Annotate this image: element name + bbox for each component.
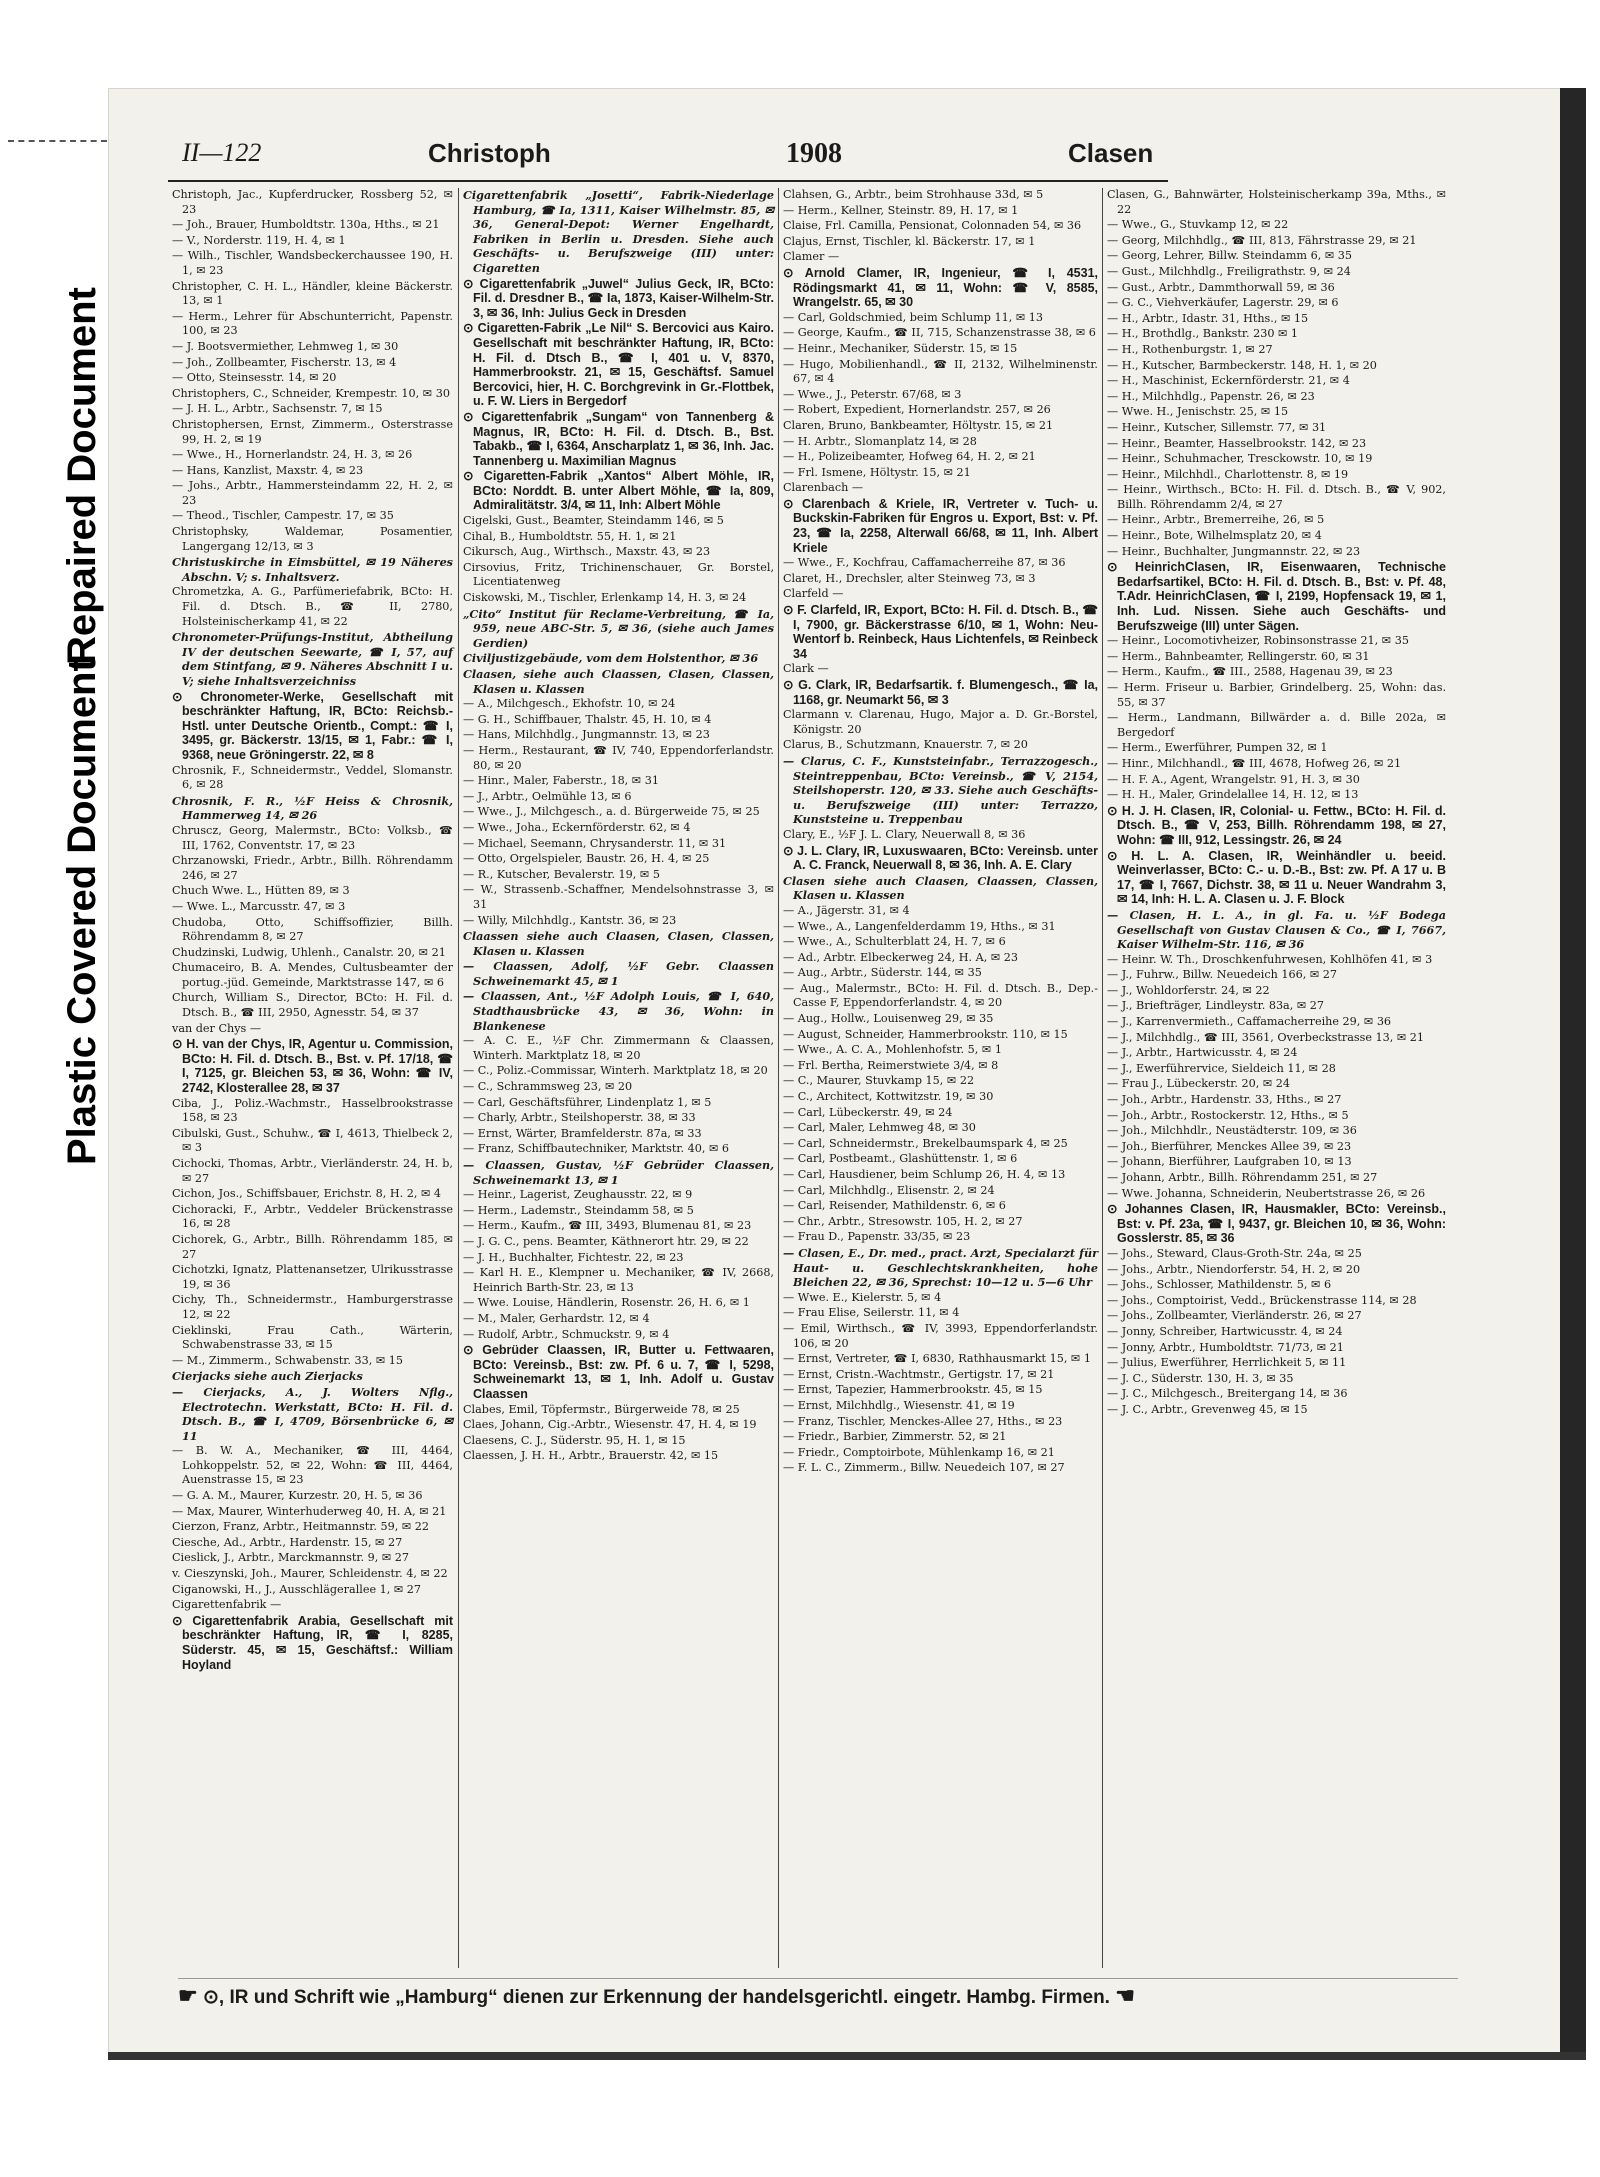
directory-entry: — Ernst, Wärter, Bramfelderstr. 87a, ✉ 33 bbox=[463, 1126, 702, 1140]
directory-entry: — H. F. A., Agent, Wrangelstr. 91, H. 3, ✉ 30 bbox=[1107, 772, 1360, 786]
directory-entry: Christophsky, Waldemar, Posamentier, Langergang 12/13, ✉ 3 bbox=[172, 525, 453, 553]
directory-entry: — Herm., Bahnbeamter, Rellingerstr. 60, ✉ 31 bbox=[1107, 649, 1370, 663]
directory-entry: — Clasen, E., Dr. med., pract. Arzt, Specialarzt für Haut- u. Geschlechtskrankheiten, hohe Bleichen 22, ✉ 36, Sprechst: 10—12 u. 5—6 Uhr bbox=[783, 1245, 1098, 1290]
directory-entry: v. Cieszynski, Joh., Maurer, Schleidenstr. 4, ✉ 22 bbox=[172, 1567, 448, 1581]
directory-entry: — Wwe., A. C. A., Mohlenhofstr. 5, ✉ 1 bbox=[783, 1043, 1002, 1057]
directory-entry: — Ernst, Milchhdlg., Wiesenstr. 41, ✉ 19 bbox=[783, 1398, 1015, 1412]
footer-note: ⊙, IR und Schrift wie „Hamburg“ dienen zur Erkennung der handelsgerichtl. eingetr. Hambg. Firmen. bbox=[203, 1987, 1110, 2008]
directory-entry: — Wwe., H., Hornerlandstr. 24, H. 3, ✉ 26 bbox=[172, 448, 413, 462]
directory-entry: — Wwe., Joha., Eckernförderstr. 62, ✉ 4 bbox=[463, 820, 691, 834]
directory-entry: Claise, Frl. Camilla, Pensionat, Colonnaden 54, ✉ 36 bbox=[783, 219, 1082, 233]
directory-entry: — J. G. C., pens. Beamter, Käthnerort htr. 29, ✉ 22 bbox=[463, 1234, 749, 1248]
directory-entry: Ciba, J., Poliz.-Wachmstr., Hasselbrookstrasse 158, ✉ 23 bbox=[172, 1096, 453, 1125]
directory-entry: — Herm., Landmann, Billwärder a. d. Bille 202a, ✉ Bergedorf bbox=[1107, 711, 1446, 739]
scan-edge-bottom bbox=[108, 2052, 1586, 2060]
directory-entry: — Theod., Tischler, Campestr. 17, ✉ 35 bbox=[172, 509, 394, 523]
directory-entry: — Hinr., Milchhandl., ☎ III, 4678, Hofweg 26, ✉ 21 bbox=[1107, 756, 1402, 770]
directory-entry: Clasen, G., Bahnwärter, Holsteinischerkamp 39a, Mths., ✉ 22 bbox=[1107, 188, 1446, 216]
directory-entry: — J., Fuhrw., Billw. Neuedeich 166, ✉ 27 bbox=[1107, 968, 1338, 982]
directory-entry: — Heinr., Bote, Wilhelmsplatz 20, ✉ 4 bbox=[1107, 529, 1322, 543]
directory-entry: — Aug., Hollw., Louisenweg 29, ✉ 35 bbox=[783, 1012, 994, 1026]
directory-entry: — Michael, Seemann, Chrysanderstr. 11, ✉ 31 bbox=[463, 836, 727, 850]
pointing-hand-right-icon: ☚ bbox=[1115, 1983, 1135, 2008]
directory-entry: — C., Architect, Kottwitzstr. 19, ✉ 30 bbox=[783, 1090, 994, 1104]
directory-entry: — Jonny, Schreiber, Hartwicusstr. 4, ✉ 24 bbox=[1107, 1324, 1343, 1338]
directory-entry: — Herm., Kaufm., ☎ III., 2588, Hagenau 39, ✉ 23 bbox=[1107, 665, 1393, 679]
directory-entry: — Franz, Tischler, Menckes-Allee 27, Hths., ✉ 23 bbox=[783, 1414, 1063, 1428]
directory-entry: — Wilh., Tischler, Wandsbeckerchaussee 190, H. 1, ✉ 23 bbox=[172, 249, 453, 277]
directory-entry: ⊙ Cigarettenfabrik Arabia, Gesellschaft mit beschränkter Haftung, IR, ☎ I, 8285, Süderstr. 45, ✉ 15, Geschäftsf.: William Hoyland bbox=[172, 1613, 453, 1672]
directory-entry: „Cito“ Institut für Reclame-Verbreitung, ☎ Ia, 959, neue ABC-Str. 5, ✉ 36, (siehe auch James Gerdien) bbox=[463, 606, 774, 650]
directory-entry: — Johs., Comptoirist, Vedd., Brückenstrasse 114, ✉ 28 bbox=[1107, 1293, 1417, 1307]
directory-page bbox=[168, 128, 1558, 2028]
directory-entry: — Carl, Lübeckerstr. 49, ✉ 24 bbox=[783, 1105, 953, 1119]
directory-entry: — Herm., Restaurant, ☎ IV, 740, Eppendorferlandstr. 80, ✉ 20 bbox=[463, 743, 774, 772]
directory-entry: — Robert, Expedient, Hornerlandstr. 257, ✉ 26 bbox=[783, 403, 1051, 417]
directory-entry: — H., Kutscher, Barmbeckerstr. 148, H. 1, ✉ 20 bbox=[1107, 358, 1377, 372]
directory-entry: — Georg, Milchhdlg., ☎ III, 813, Fährstrasse 29, ✉ 21 bbox=[1107, 233, 1417, 247]
directory-entry: Cichon, Jos., Schiffsbauer, Erichstr. 8, H. 2, ✉ 4 bbox=[172, 1187, 441, 1201]
page-header bbox=[168, 128, 1168, 176]
directory-entry: — Frau D., Papenstr. 33/35, ✉ 23 bbox=[783, 1230, 971, 1244]
directory-entry: — H., Maschinist, Eckernförderstr. 21, ✉ 4 bbox=[1107, 374, 1350, 388]
directory-entry: Cihal, B., Humboldtstr. 55, H. 1, ✉ 21 bbox=[463, 529, 677, 543]
directory-entry: — Frl. Ismene, Höltystr. 15, ✉ 21 bbox=[783, 465, 971, 479]
directory-entry: — Friedr., Comptoirbote, Mühlenkamp 16, ✉ 21 bbox=[783, 1445, 1055, 1459]
directory-entry: — Heinr., Locomotivheizer, Robinsonstrasse 21, ✉ 35 bbox=[1107, 634, 1409, 648]
directory-entry: — Jonny, Arbtr., Humboldtstr. 71/73, ✉ 21 bbox=[1107, 1340, 1344, 1354]
directory-entry: — Johann, Bierführer, Laufgraben 10, ✉ 13 bbox=[1107, 1155, 1352, 1169]
directory-entry: — Carl, Hausdiener, beim Schlump 26, H. 4, ✉ 13 bbox=[783, 1168, 1066, 1181]
directory-entry: — J., Ewerführervice, Sieldeich 11, ✉ 28 bbox=[1107, 1061, 1336, 1075]
directory-entry: Chudoba, Otto, Schiffsoffizier, Billh. Röhrendamm 8, ✉ 27 bbox=[172, 915, 453, 944]
directory-entry: Ciganowski, H., J., Ausschlägerallee 1, ✉ 27 bbox=[172, 1582, 422, 1596]
directory-entry: — Rudolf, Arbtr., Schmuckstr. 9, ✉ 4 bbox=[463, 1327, 670, 1341]
directory-entry: — Frau Elise, Seilerstr. 11, ✉ 4 bbox=[783, 1306, 960, 1320]
directory-entry: — Ernst, Tapezier, Hammerbrookstr. 45, ✉ 15 bbox=[783, 1383, 1043, 1397]
directory-entry: — Karl H. E., Klempner u. Mechaniker, ☎ IV, 2668, Heinrich Barth-Str. 23, ✉ 13 bbox=[463, 1266, 774, 1294]
directory-entry: — Claassen, Adolf, ½F Gebr. Claassen Schweinemarkt 45, ✉ 1 bbox=[463, 959, 774, 988]
directory-entry: — H., Milchhdlg., Papenstr. 26, ✉ 23 bbox=[1107, 389, 1315, 403]
directory-entry: Clasen siehe auch Claasen, Claassen, Classen, Klasen u. Klassen bbox=[783, 873, 1098, 903]
directory-entry: Cigarettenfabrik „Josetti“, Fabrik-Niederlage Hamburg, ☎ Ia, 1311, Kaiser Wilhelmstr. 85, ✉ 36, General-Depot: Werner Engelhardt, Fabriken in Berlin u. Dresden. Siehe auch Geschäfts- u. Berufszweige (III) unter: Cigaretten bbox=[463, 188, 774, 275]
directory-entry: — J., Arbtr., Hartwicusstr. 4, ✉ 24 bbox=[1107, 1046, 1298, 1060]
directory-entry: Chrzanowski, Friedr., Arbtr., Billh. Röhrendamm 246, ✉ 27 bbox=[172, 854, 453, 882]
directory-entry: — Heinr., Wirthsch., BCto: H. Fil. d. Dtsch. B., ☎ V, 902, Billh. Röhrendamm 2/4, ✉ 27 bbox=[1107, 483, 1446, 511]
directory-entry: — Julius, Ewerführer, Herrlichkeit 5, ✉ 11 bbox=[1107, 1356, 1347, 1370]
directory-entry: — Heinr., Mechaniker, Süderstr. 15, ✉ 15 bbox=[783, 341, 1018, 355]
directory-entry: — Aug., Arbtr., Süderstr. 144, ✉ 35 bbox=[783, 966, 982, 980]
directory-entry: — Ernst, Cristn.-Wachtmstr., Gertigstr. 17, ✉ 21 bbox=[783, 1367, 1055, 1381]
directory-entry: — Herm., Kellner, Steinstr. 89, H. 17, ✉ 1 bbox=[783, 203, 1019, 217]
directory-entry: — Carl, Postbeamt., Glashüttenstr. 1, ✉ 6 bbox=[783, 1152, 1018, 1166]
directory-entry: Chrosnik, F. R., ½F Heiss & Chrosnik, Hammerweg 14, ✉ 26 bbox=[172, 793, 453, 823]
directory-entry: — Franz, Schiffbautechniker, Marktstr. 40, ✉ 6 bbox=[463, 1142, 730, 1156]
directory-entry: — Gust., Arbtr., Dammthorwall 59, ✉ 36 bbox=[1107, 280, 1335, 294]
directory-entry: — Carl, Schneidermstr., Brekelbaumspark 4, ✉ 25 bbox=[783, 1136, 1068, 1150]
directory-entry: ⊙ F. Clarfeld, IR, Export, BCto: H. Fil. d. Dtsch. B., ☎ I, 7900, gr. Bäckerstrasse 6/10, ✉ 1, Wohn: Neu-Wentorf b. Reinbeck, Haus Lichtenfels, ✉ Reinbeck 34 bbox=[783, 603, 1098, 661]
header-first-entry: Christoph bbox=[428, 138, 551, 168]
directory-entry: — Hans, Kanzlist, Maxstr. 4, ✉ 23 bbox=[172, 463, 364, 477]
directory-entry: — Ad., Arbtr. Elbeckerweg 24, H. A, ✉ 23 bbox=[783, 950, 1018, 964]
directory-entry: — H. Arbtr., Slomanplatz 14, ✉ 28 bbox=[783, 434, 977, 448]
directory-entry: — Heinr., Kutscher, Sillemstr. 77, ✉ 31 bbox=[1107, 420, 1327, 434]
directory-entry: — Clasen, H. L. A., in gl. Fa. u. ½F Bodega Gesellschaft von Gustav Clausen & Co., ☎ I, 7667, Kaiser Wilhelm-Str. 116, ✉ 36 bbox=[1107, 907, 1446, 952]
repaired-document-label: Repaired Document bbox=[60, 287, 104, 665]
directory-entry: Claret, H., Drechsler, alter Steinweg 73, ✉ 3 bbox=[783, 571, 1036, 585]
directory-entry: Cigarettenfabrik — bbox=[172, 1598, 282, 1612]
directory-entry: — Heinr., Beamter, Hasselbrookstr. 142, ✉ 23 bbox=[1107, 436, 1367, 450]
directory-entry: ⊙ Clarenbach & Kriele, IR, Vertreter v. Tuch- u. Buckskin-Fabriken für Engros u. Export, Bst: v. Pf. 23, ☎ Ia, 2258, Alterwall 66/68, ✉ 11, Inh. Albert Kriele bbox=[783, 496, 1098, 555]
directory-entry: — Johs., Arbtr., Hammersteindamm 22, H. 2, ✉ 23 bbox=[172, 479, 453, 507]
directory-entry: Clarenbach — bbox=[783, 481, 864, 495]
directory-entry: — C., Maurer, Stuvkamp 15, ✉ 22 bbox=[783, 1074, 975, 1088]
directory-entry: Church, William S., Director, BCto: H. Fil. d. Dtsch. B., ☎ III, 2950, Agnesstr. 54, ✉ 37 bbox=[172, 991, 453, 1020]
scan-edge-right bbox=[1560, 88, 1586, 2060]
directory-entry: — Carl, Geschäftsführer, Lindenplatz 1, ✉ 5 bbox=[463, 1095, 712, 1109]
directory-entry: — A., Jägerstr. 31, ✉ 4 bbox=[783, 903, 910, 917]
plastic-covered-document-label: Plastic Covered Document bbox=[60, 658, 104, 1165]
directory-entry: — G. A. M., Maurer, Kurzestr. 20, H. 5, ✉ 36 bbox=[172, 1489, 423, 1503]
directory-entry: — Joh., Arbtr., Rostockerstr. 12, Hths., ✉ 5 bbox=[1107, 1108, 1349, 1122]
directory-entry: — Willy, Milchhdlg., Kantstr. 36, ✉ 23 bbox=[463, 913, 677, 927]
directory-entry: Chronometer-Prüfungs-Institut, Abtheilung IV der deutschen Seewarte, ☎ I, 57, auf dem Stintfang, ✉ 9. Näheres Abschnitt I u. V; siehe Inhaltsverzeichniss bbox=[172, 630, 453, 688]
directory-entry: — Otto, Steinsesstr. 14, ✉ 20 bbox=[172, 371, 337, 385]
directory-entry: Claessen, J. H. H., Arbtr., Brauerstr. 42, ✉ 15 bbox=[463, 1449, 719, 1463]
directory-entry: Claesens, C. J., Süderstr. 95, H. 1, ✉ 15 bbox=[463, 1433, 686, 1447]
directory-entry: Clajus, Ernst, Tischler, kl. Bäckerstr. 17, ✉ 1 bbox=[783, 234, 1036, 248]
directory-entry: — Wwe. E., Kielerstr. 5, ✉ 4 bbox=[783, 1290, 942, 1304]
directory-entry: — Heinr. W. Th., Droschkenfuhrwesen, Kohlhöfen 41, ✉ 3 bbox=[1107, 952, 1433, 966]
directory-entry: ⊙ Arnold Clamer, IR, Ingenieur, ☎ I, 4531, Rödingsmarkt 41, ✉ 11, Wohn: ☎ V, 8585, Wrangelstr. 65, ✉ 30 bbox=[783, 265, 1098, 310]
directory-entry: — Hinr., Maler, Faberstr., 18, ✉ 31 bbox=[463, 774, 659, 788]
directory-entry: — M., Maler, Gerhardstr. 12, ✉ 4 bbox=[463, 1311, 650, 1325]
directory-entry: Clarfeld — bbox=[783, 587, 844, 601]
directory-entry: — W., Strassenb.-Schaffner, Mendelsohnstrasse 3, ✉ 31 bbox=[463, 883, 774, 911]
directory-entry: — Frau J., Lübeckerstr. 20, ✉ 24 bbox=[1107, 1077, 1290, 1091]
directory-entry: — J., Wohldorferstr. 24, ✉ 22 bbox=[1107, 983, 1270, 997]
directory-columns bbox=[168, 188, 1558, 1968]
directory-entry: — Wwe., F., Kochfrau, Caffamacherreihe 87, ✉ 36 bbox=[783, 556, 1066, 570]
directory-entry: — Herm. Friseur u. Barbier, Grindelberg. 25, Wohn: das. 55, ✉ 37 bbox=[1107, 681, 1446, 709]
column-4 bbox=[1102, 188, 1449, 1968]
directory-entry: — Wwe. H., Jenischstr. 25, ✉ 15 bbox=[1107, 405, 1289, 419]
directory-entry: — Johs., Zollbeamter, Vierländerstr. 26, ✉ 27 bbox=[1107, 1309, 1362, 1323]
directory-entry: ⊙ H. L. A. Clasen, IR, Weinhändler u. beeid. Weinverlasser, BCto: C.- u. D.-B., Bst: zw. Pf. A 17 u. B 17, ☎ I, 7667, Dichstr. 38, ✉ 11 u. Neuer Wandrahm 3, ✉ 14, Inh: H. L. A. Clasen u. J. F. Block bbox=[1107, 848, 1446, 907]
directory-entry: Cichoracki, F., Arbtr., Veddeler Brückenstrasse 16, ✉ 28 bbox=[172, 1202, 453, 1231]
directory-entry: Clamer — bbox=[783, 250, 840, 264]
directory-entry: Clarus, B., Schutzmann, Knauerstr. 7, ✉ 20 bbox=[783, 738, 1028, 752]
directory-entry: Cichorek, G., Arbtr., Billh. Röhrendamm 185, ✉ 27 bbox=[172, 1232, 453, 1261]
directory-entry: van der Chys — bbox=[172, 1021, 262, 1035]
directory-entry: — Carl, Maler, Lehmweg 48, ✉ 30 bbox=[783, 1121, 976, 1135]
column-2 bbox=[458, 188, 777, 1968]
directory-entry: — Johs., Schlosser, Mathildenstr. 5, ✉ 6 bbox=[1107, 1278, 1332, 1292]
directory-entry: Cichy, Th., Schneidermstr., Hamburgerstrasse 12, ✉ 22 bbox=[172, 1293, 453, 1321]
directory-entry: — R., Kutscher, Bevalerstr. 19, ✉ 5 bbox=[463, 867, 660, 881]
directory-entry: Cieslick, J., Arbtr., Marckmannstr. 9, ✉ 27 bbox=[172, 1551, 410, 1565]
directory-entry: — Wwe. Louise, Händlerin, Rosenstr. 26, H. 6, ✉ 1 bbox=[463, 1296, 750, 1310]
directory-entry: — August, Schneider, Hammerbrookstr. 110, ✉ 15 bbox=[783, 1027, 1068, 1041]
directory-entry: Clary, E., ½F J. L. Clary, Neuerwall 8, ✉ 36 bbox=[783, 827, 1026, 841]
directory-entry: Cigelski, Gust., Beamter, Steindamm 146, ✉ 5 bbox=[463, 514, 724, 528]
directory-entry: — Wwe., A., Schulterblatt 24, H. 7, ✉ 6 bbox=[783, 935, 1006, 949]
directory-entry: — Gust., Milchhdlg., Freiligrathstr. 9, ✉ 24 bbox=[1107, 264, 1351, 278]
directory-entry: — Joh., Arbtr., Hardenstr. 33, Hths., ✉ 27 bbox=[1107, 1093, 1342, 1107]
directory-entry: — J., Karrenvermieth., Caffamacherreihe 29, ✉ 36 bbox=[1107, 1015, 1392, 1029]
directory-entry: — Joh., Milchhdlr., Neustädterstr. 109, ✉ 36 bbox=[1107, 1124, 1357, 1138]
directory-entry: — Herm., Lademstr., Steindamm 58, ✉ 5 bbox=[463, 1203, 694, 1217]
directory-entry: — Johs., Arbtr., Niendorferstr. 54, H. 2, ✉ 20 bbox=[1107, 1262, 1361, 1276]
directory-entry: — Heinr., Milchhdl., Charlottenstr. 8, ✉ 19 bbox=[1107, 467, 1349, 481]
directory-entry: — J. Bootsvermiether, Lehmweg 1, ✉ 30 bbox=[172, 339, 399, 353]
directory-entry: — Chr., Arbtr., Stresowstr. 105, H. 2, ✉ 27 bbox=[783, 1214, 1023, 1228]
directory-entry: — J., Milchhdlg., ☎ III, 3561, Overbeckstrasse 13, ✉ 21 bbox=[1107, 1030, 1425, 1044]
directory-entry: — Friedr., Barbier, Zimmerstr. 52, ✉ 21 bbox=[783, 1430, 1007, 1444]
directory-entry: Chuch Wwe. L., Hütten 89, ✉ 3 bbox=[172, 884, 350, 898]
directory-entry: — Heinr., Arbtr., Bremerreihe, 26, ✉ 5 bbox=[1107, 513, 1325, 527]
directory-entry: ⊙ H. van der Chys, IR, Agentur u. Commission, BCto: H. Fil. d. Dtsch. B., Bst. v. Pf. 17/18, ☎ I, 7125, gr. Bleichen 53, ✉ 36, Wohn: ☎ IV, 2742, Klosterallee 28, ✉ 37 bbox=[172, 1037, 453, 1096]
directory-entry: — J. H. L., Arbtr., Sachsenstr. 7, ✉ 15 bbox=[172, 402, 383, 416]
directory-entry: Chudzinski, Ludwig, Uhlenh., Canalstr. 20, ✉ 21 bbox=[172, 945, 446, 959]
directory-entry: — George, Kaufm., ☎ II, 715, Schanzenstrasse 38, ✉ 6 bbox=[783, 326, 1096, 340]
directory-entry: — Otto, Orgelspieler, Baustr. 26, H. 4, ✉ 25 bbox=[463, 852, 710, 866]
directory-entry: — Ernst, Vertreter, ☎ I, 6830, Rathhausmarkt 15, ✉ 1 bbox=[783, 1352, 1091, 1366]
directory-entry: — Carl, Milchhdlg., Elisenstr. 2, ✉ 24 bbox=[783, 1183, 995, 1197]
directory-entry: — Joh., Brauer, Humboldtstr. 130a, Hths., ✉ 21 bbox=[172, 218, 440, 232]
directory-entry: ⊙ Chronometer-Werke, Gesellschaft mit beschränkter Haftung, IR, BCto: Reichsb.-Hstl. unter Deutsche Orientb., Compt.: ☎ I, 3495, gr. Bäckerstr. 13/15, ✉ 1, Fabr.: ☎ I, 9368, neue Gröningerstr. 22, ✉ 8 bbox=[172, 689, 453, 762]
directory-entry: Claassen siehe auch Claasen, Clasen, Classen, Klasen u. Klassen bbox=[463, 929, 774, 958]
directory-entry: — V., Norderstr. 119, H. 4, ✉ 1 bbox=[172, 233, 346, 247]
directory-entry: Cierzon, Franz, Arbtr., Heitmannstr. 59, ✉ 22 bbox=[172, 1520, 430, 1534]
directory-entry: Clahsen, G., Arbtr., beim Strohhause 33d, ✉ 5 bbox=[783, 188, 1044, 201]
directory-entry: — Claassen, Gustav, ½F Gebrüder Claassen, Schweinemarkt 13, ✉ 1 bbox=[463, 1158, 774, 1187]
directory-entry: — Heinr., Buchhalter, Jungmannstr. 22, ✉ 23 bbox=[1107, 544, 1361, 558]
directory-entry: — J., Briefträger, Lindleystr. 83a, ✉ 27 bbox=[1107, 999, 1325, 1013]
page-number: II—122 bbox=[182, 138, 262, 167]
directory-entry: — Wwe. L., Marcusstr. 47, ✉ 3 bbox=[172, 899, 346, 913]
directory-entry: — Johs., Steward, Claus-Groth-Str. 24a, ✉ 25 bbox=[1107, 1246, 1362, 1260]
directory-entry: — G. H., Schiffbauer, Thalstr. 45, H. 10, ✉ 4 bbox=[463, 712, 712, 726]
directory-entry: — J. C., Süderstr. 130, H. 3, ✉ 35 bbox=[1107, 1371, 1294, 1385]
directory-entry: ⊙ HeinrichClasen, IR, Eisenwaaren, Technische Bedarfsartikel, BCto: H. Fil. d. Dtsch. B., Bst: v. Pf. 48, T.Adr. HeinrichClasen, ☎ I, 2199, Hopfensack 19, ✉ 1, Inh. Lud. Nissen. Siehe auch Geschäfts- und Berufszweige (III) unter Sägen. bbox=[1107, 560, 1446, 633]
directory-entry: — J., Arbtr., Oelmühle 13, ✉ 6 bbox=[463, 789, 632, 803]
directory-entry: ⊙ G. Clark, IR, Bedarfsartik. f. Blumengesch., ☎ Ia, 1168, gr. Neumarkt 56, ✉ 3 bbox=[783, 678, 1098, 707]
directory-entry: Chruscz, Georg, Malermstr., BCto: Volksb., ☎ III, 1762, Conventstr. 17, ✉ 23 bbox=[172, 823, 453, 852]
directory-entry: — Emil, Wirthsch., ☎ IV, 3993, Eppendorferlandstr. 106, ✉ 20 bbox=[783, 1321, 1098, 1350]
directory-entry: — A. C. E., ½F Chr. Zimmermann & Claassen, Winterh. Marktplatz 18, ✉ 20 bbox=[463, 1034, 774, 1062]
directory-entry: — Wwe., J., Milchgesch., a. d. Bürgerweide 75, ✉ 25 bbox=[463, 805, 760, 819]
directory-entry: Civiljustizgebäude, vom dem Holstenthor, ✉ 36 bbox=[463, 651, 759, 666]
directory-entry: Christopher, C. H. L., Händler, kleine Bäckerstr. 13, ✉ 1 bbox=[172, 279, 453, 308]
directory-entry: Clarmann v. Clarenau, Hugo, Major a. D. Gr.-Borstel, Königstr. 20 bbox=[783, 708, 1098, 736]
directory-entry: Claasen, siehe auch Claassen, Clasen, Classen, Klasen u. Klassen bbox=[463, 667, 774, 696]
directory-entry: — Herm., Kaufm., ☎ III, 3493, Blumenau 81, ✉ 23 bbox=[463, 1219, 752, 1233]
directory-entry: Cieklinski, Frau Cath., Wärterin, Schwabenstrasse 33, ✉ 15 bbox=[172, 1323, 453, 1352]
directory-entry: Christuskirche in Eimsbüttel, ✉ 19 Näheres Abschn. V; s. Inhaltsverz. bbox=[172, 555, 453, 584]
directory-entry: — B. W. A., Mechaniker, ☎ III, 4464, Lohkoppelstr. 52, ✉ 22, Wohn: ☎ III, 4464, Auenstrasse 15, ✉ 23 bbox=[172, 1444, 453, 1487]
directory-entry: — J. C., Arbtr., Grevenweg 45, ✉ 15 bbox=[1107, 1402, 1308, 1416]
directory-entry: Clabes, Emil, Töpfermstr., Bürgerweide 78, ✉ 25 bbox=[463, 1402, 740, 1416]
directory-entry: — M., Zimmerm., Schwabenstr. 33, ✉ 15 bbox=[172, 1353, 404, 1367]
scanned-page bbox=[108, 88, 1586, 2060]
directory-entry: — Wwe., J., Peterstr. 67/68, ✉ 3 bbox=[783, 387, 962, 401]
directory-entry: — C., Schrammsweg 23, ✉ 20 bbox=[463, 1080, 633, 1094]
column-3 bbox=[778, 188, 1101, 1968]
directory-entry: — Johann, Arbtr., Billh. Röhrendamm 251, ✉ 27 bbox=[1107, 1171, 1378, 1184]
directory-entry: — Herm., Lehrer für Abschunterricht, Papenstr. 100, ✉ 23 bbox=[172, 309, 453, 338]
directory-entry: — Claassen, Ant., ½F Adolph Louis, ☎ I, 640, Stadthausbrücke 43, ✉ 36, Wohn: in Blankenese bbox=[463, 989, 774, 1033]
directory-entry: — H., Arbtr., Idastr. 31, Hths., ✉ 15 bbox=[1107, 311, 1309, 325]
directory-entry: — C., Poliz.-Commissar, Winterh. Marktplatz 18, ✉ 20 bbox=[463, 1064, 768, 1078]
directory-entry: ⊙ Cigarettenfabrik „Juwel“ Julius Geck, IR, BCto: Fil. d. Dresdner B., ☎ Ia, 1873, Kaiser-Wilhelm-Str. 3, ✉ 36, Inh: Julius Geck in Dresden bbox=[463, 276, 774, 320]
directory-entry: ⊙ H. J. H. Clasen, IR, Colonial- u. Fettw., BCto: H. Fil. d. Dtsch. B., ☎ V, 253, Billh. Röhrendamm 198, ✉ 27, Wohn: ☎ III, 912, Lessingstr. 26, ✉ 24 bbox=[1107, 803, 1446, 847]
directory-entry: — Carl, Goldschmied, beim Schlump 11, ✉ 13 bbox=[783, 310, 1044, 324]
directory-entry: Cierjacks siehe auch Zierjacks bbox=[172, 1369, 363, 1384]
directory-entry: — H., Polizeibeamter, Hofweg 64, H. 2, ✉ 21 bbox=[783, 450, 1036, 464]
directory-entry: — J. H., Buchhalter, Fichtestr. 22, ✉ 23 bbox=[463, 1250, 684, 1264]
directory-entry: Cichocki, Thomas, Arbtr., Vierländerstr. 24, H. b, ✉ 27 bbox=[172, 1157, 453, 1185]
directory-entry: Cikursch, Aug., Wirthsch., Maxstr. 43, ✉ 23 bbox=[463, 545, 711, 559]
directory-entry: — Joh., Zollbeamter, Fischerstr. 13, ✉ 4 bbox=[172, 355, 397, 369]
directory-entry: — Cierjacks, A., J. Wolters Nflg., Electrotechn. Werkstatt, BCto: H. Fil. d. Dtsch. B., ☎ I, 4709, Börsenbrücke 6, ✉ 11 bbox=[172, 1384, 453, 1443]
header-last-entry: Clasen bbox=[1068, 138, 1154, 168]
directory-entry: — Hugo, Mobilienhandl., ☎ II, 2132, Wilhelminenstr. 67, ✉ 4 bbox=[783, 357, 1098, 386]
directory-entry: — Wwe., G., Stuvkamp 12, ✉ 22 bbox=[1107, 218, 1289, 232]
directory-entry: Cichotzki, Ignatz, Plattenansetzer, Ulrikusstrasse 19, ✉ 36 bbox=[172, 1263, 453, 1291]
directory-entry: Ciskowski, M., Tischler, Erlenkamp 14, H. 3, ✉ 24 bbox=[463, 591, 747, 605]
directory-entry: ⊙ Johannes Clasen, IR, Hausmakler, BCto: Vereinsb., Bst: v. Pf. 23a, ☎ I, 9437, gr. Bleichen 10, ✉ 36, Wohn: Gosslerstr. 85, ✉ 36 bbox=[1107, 1202, 1446, 1246]
directory-entry: — G. C., Viehverkäufer, Lagerstr. 29, ✉ 6 bbox=[1107, 296, 1339, 310]
directory-entry: Chrosnik, F., Schneidermstr., Veddel, Slomanstr. 6, ✉ 28 bbox=[172, 763, 453, 792]
directory-entry: Cibulski, Gust., Schuhw., ☎ I, 4613, Thielbeck 2, ✉ 3 bbox=[172, 1126, 453, 1155]
directory-entry: Ciesche, Ad., Arbtr., Hardenstr. 15, ✉ 27 bbox=[172, 1535, 403, 1549]
directory-entry: Clark — bbox=[783, 662, 829, 676]
header-year: 1908 bbox=[786, 138, 842, 169]
header-rule bbox=[168, 180, 1168, 182]
directory-entry: ⊙ Cigarettenfabrik „Sungam“ von Tannenberg & Magnus, IR, BCto: H. Fil. d. Dtsch. B., Bst. Tabakb., ☎ I, 6364, Anscharplatz 1, ✉ 36, Inh. Jac. Tannenberg u. Maximilian Magnus bbox=[463, 409, 774, 468]
directory-entry: Claes, Johann, Cig.-Arbtr., Wiesenstr. 47, H. 4, ✉ 19 bbox=[463, 1418, 757, 1432]
directory-entry: — A., Milchgesch., Ekhofstr. 10, ✉ 24 bbox=[463, 697, 676, 711]
directory-entry: — J. C., Milchgesch., Breitergang 14, ✉ 36 bbox=[1107, 1387, 1348, 1401]
directory-entry: — Georg, Lehrer, Billw. Steindamm 6, ✉ 35 bbox=[1107, 249, 1352, 263]
directory-entry: — Frl. Bertha, Reimerstwiete 3/4, ✉ 8 bbox=[783, 1058, 999, 1072]
directory-entry: — Herm., Ewerführer, Pumpen 32, ✉ 1 bbox=[1107, 741, 1328, 755]
directory-entry: — H. H., Maler, Grindelallee 14, H. 12, ✉ 13 bbox=[1107, 788, 1359, 802]
directory-entry: — Heinr., Lagerist, Zeughausstr. 22, ✉ 9 bbox=[463, 1188, 693, 1202]
directory-entry: Cirsovius, Fritz, Trichinenschauer, Gr. Borstel, Licentiatenweg bbox=[463, 560, 774, 589]
directory-entry: — H., Rothenburgstr. 1, ✉ 27 bbox=[1107, 342, 1273, 356]
directory-entry: ⊙ Cigaretten-Fabrik „Xantos“ Albert Möhle, IR, BCto: Norddt. B. unter Albert Möhle, ☎ Ia, 809, Admiralitätstr. 3/4, ✉ 11, Inh: Albert Möhle bbox=[463, 469, 774, 513]
directory-entry: — Hans, Milchhdlg., Jungmannstr. 13, ✉ 23 bbox=[463, 728, 710, 742]
directory-entry: — H., Brothdlg., Bankstr. 230 ✉ 1 bbox=[1107, 327, 1299, 341]
directory-entry: Chumaceiro, B. A. Mendes, Cultusbeamter der portug.-jüd. Gemeinde, Marktstrasse 147, ✉ 6 bbox=[172, 961, 453, 989]
directory-entry: — Aug., Malermstr., BCto: H. Fil. d. Dtsch. B., Dep.-Casse F, Eppendorferlandstr. 4, ✉ 20 bbox=[783, 981, 1098, 1010]
directory-entry: — Joh., Bierführer, Menckes Allee 39, ✉ 23 bbox=[1107, 1139, 1352, 1153]
directory-entry: Chrometzka, A. G., Parfümeriefabrik, BCto: H. Fil. d. Dtsch. B., ☎ II, 2780, Holsteinischerkamp 41, ✉ 22 bbox=[172, 585, 453, 628]
directory-entry: — Wwe. Johanna, Schneiderin, Neubertstrasse 26, ✉ 26 bbox=[1107, 1186, 1426, 1200]
directory-entry: Claren, Bruno, Bankbeamter, Höltystr. 15, ✉ 21 bbox=[783, 418, 1054, 432]
column-1 bbox=[168, 188, 456, 1968]
directory-entry: — Max, Maurer, Winterhuderweg 40, H. A, ✉ 21 bbox=[172, 1504, 447, 1518]
directory-entry: Christoph, Jac., Kupferdrucker, Rossberg 52, ✉ 23 bbox=[172, 188, 453, 216]
directory-entry: Christophersen, Ernst, Zimmerm., Osterstrasse 99, H. 2, ✉ 19 bbox=[172, 417, 453, 446]
directory-entry: — Charly, Arbtr., Steilshoperstr. 38, ✉ 33 bbox=[463, 1111, 696, 1125]
directory-entry: — F. L. C., Zimmerm., Billw. Neuedeich 107, ✉ 27 bbox=[783, 1461, 1065, 1475]
page-footer bbox=[178, 1978, 1458, 2017]
directory-entry: — Carl, Reisender, Mathildenstr. 6, ✉ 6 bbox=[783, 1199, 1006, 1213]
directory-entry: — Clarus, C. F., Kunststeinfabr., Terrazzogesch., Steintreppenbau, BCto: Vereinsb., ☎ V, 2154, Steilshoperstr. 120, ✉ 33. Siehe auch Geschäfts- u. Berufszweige (III) unter: Terrazzo, Kunststeine u. Treppenbau bbox=[783, 753, 1098, 827]
directory-entry: ⊙ Gebrüder Claassen, IR, Butter u. Fettwaaren, BCto: Vereinsb., Bst: zw. Pf. 6 u. 7, ☎ I, 5298, Schweinemarkt 13, ✉ 1, Inh. Adolf u. Gustav Claassen bbox=[463, 1343, 774, 1401]
pointing-hand-left-icon: ☛ bbox=[178, 1983, 198, 2008]
directory-entry: ⊙ Cigaretten-Fabrik „Le Nil“ S. Bercovici aus Kairo. Gesellschaft mit beschränkter Haftung, IR, BCto: H. Fil. d. Dtsch B., ☎ I, 401 u. V, 8370, Hammerbrookstr. 21, ✉ 15, Geschäftsf. Samuel Bercovici, hier, H. C. Borchgrevink in Gr.-Flottbek, u. F. W. Liers in Bergedorf bbox=[463, 321, 774, 409]
directory-entry: — Heinr., Schuhmacher, Tresckowstr. 10, ✉ 19 bbox=[1107, 452, 1373, 466]
directory-entry: — Wwe., A., Langenfelderdamm 19, Hths., ✉ 31 bbox=[783, 919, 1056, 933]
directory-entry: ⊙ J. L. Clary, IR, Luxuswaaren, BCto: Vereinsb. unter A. C. Franck, Neuerwall 8, ✉ 36, Inh. A. E. Clary bbox=[783, 843, 1098, 873]
directory-entry: Christophers, C., Schneider, Krempestr. 10, ✉ 30 bbox=[172, 386, 450, 400]
